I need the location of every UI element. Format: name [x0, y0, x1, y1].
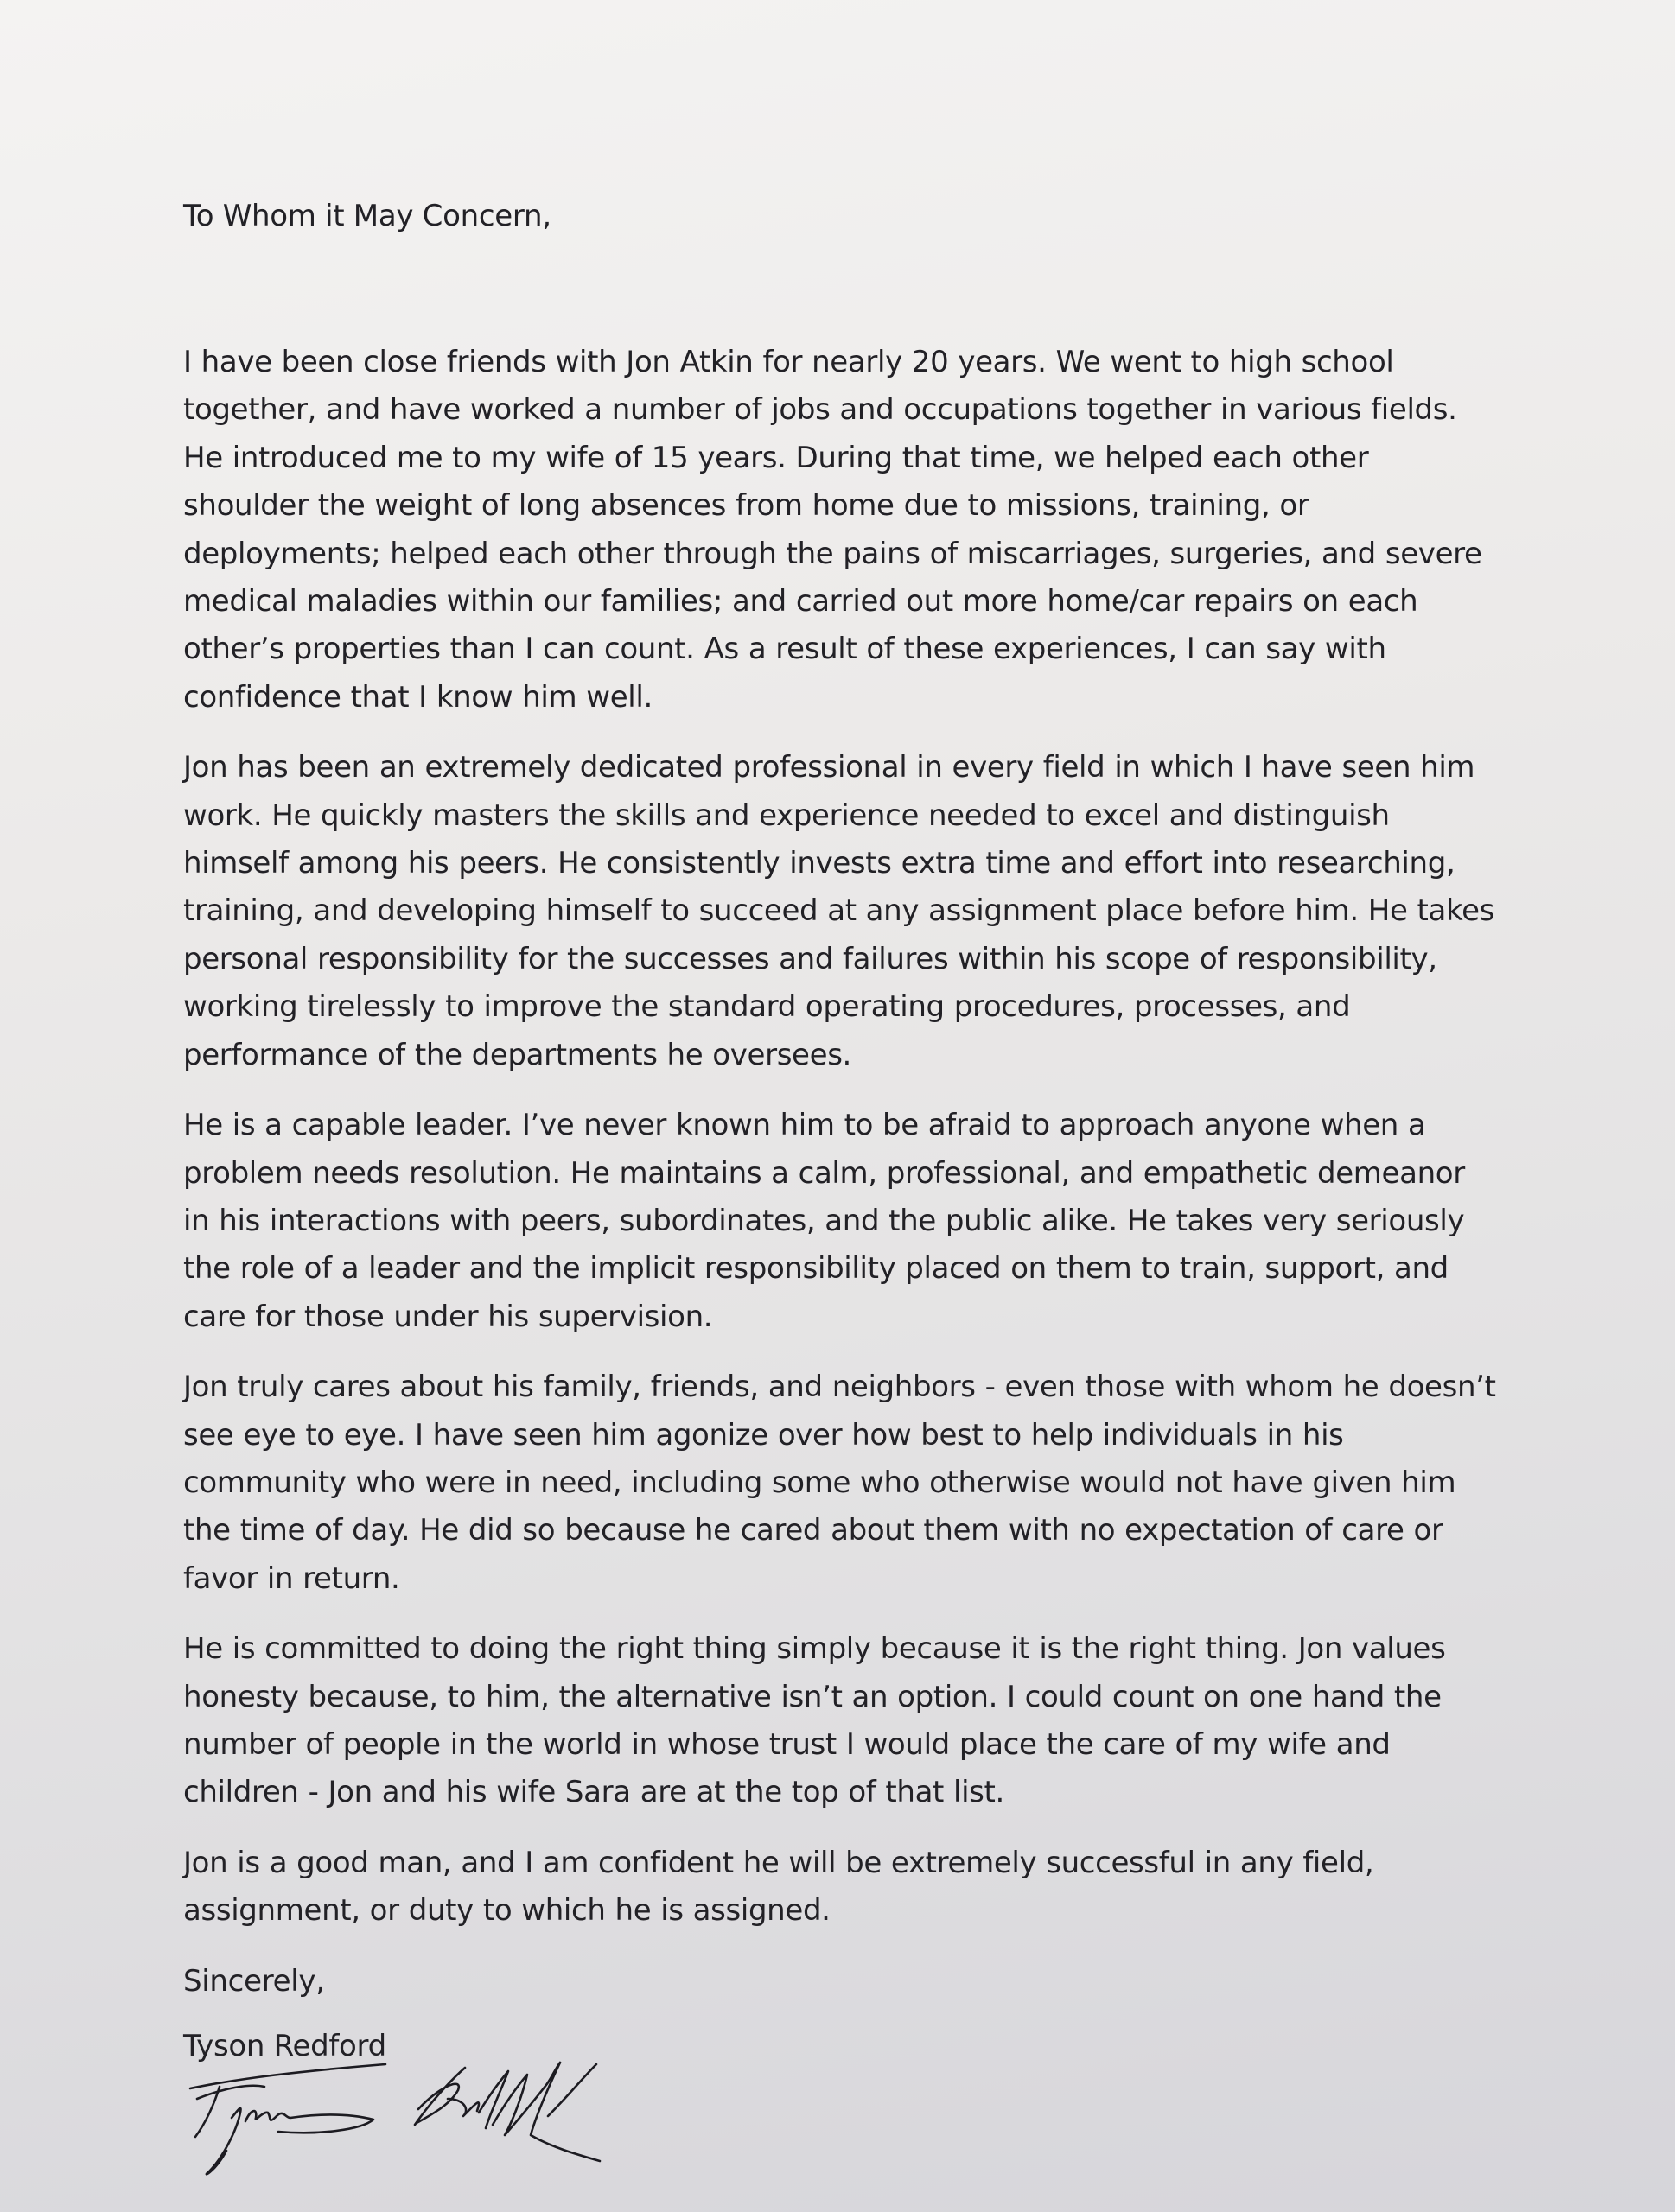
paragraph-community: Jon truly cares about his family, friends, and neighbors - even those with whom he doesn’t see eye to eye. I have seen him agonize over how best to help individuals in his community who were in need, including some who otherwise would not have given him the time of day. He did so because he cared about them with no expectation of care or favor in return. — [183, 1370, 1496, 1596]
paragraph-professionalism: Jon has been an extremely dedicated professional in every field in which I have seen him work. He quickly masters the skills and experience needed to excel and distinguish himself among his peers. He consistently invests extra time and effort into researching, training, and developing himself to succeed at any assignment place before him. He takes personal responsibility for the successes and failures within his scope of responsibility, working tirelessly to improve the standard operating procedures, processes, and performance of the departments he oversees. — [183, 750, 1495, 1072]
paragraph-leadership: He is a capable leader. I’ve never known him to be afraid to approach anyone when a problem needs resolution. He maintains a calm, professional, and empathetic demeanor in his interactions with peers, subordinates, and the public alike. He takes very seriously the role of a leader and the implicit responsibility placed on them to train, support, and care for those under his supervision. — [183, 1108, 1465, 1334]
paragraph-friendship: I have been close friends with Jon Atkin for nearly 20 years. We went to high school together, and have worked a number of jobs and occupations together in various fields. He introduced me to my wife of 15 years. During that time, we helped each other shoulder the weight of long absences from home due to missions, training, or deployments; helped each other through the pains of miscarriages, surgeries, and severe medical maladies within our families; and carried out more home/car repairs on each other’s properties than I can count. As a result of these experiences, I can say with confidence that I know him well. — [183, 345, 1482, 715]
paragraph-conclusion: Jon is a good man, and I am confident he will be extremely successful in any field, assignment, or duty to which he is assigned. — [183, 1845, 1374, 1929]
sender-name: Tyson Redford — [183, 2028, 386, 2063]
letter — [183, 192, 1497, 2190]
salutation: To Whom it May Concern, — [183, 199, 551, 233]
handwritten-signature — [188, 2061, 655, 2190]
paragraph-integrity: He is committed to doing the right thing simply because it is the right thing. Jon values honesty because, to him, the alternative isn’t an option. I could count on one hand the number of people in the world in whose trust I would place the care of my wife and children - Jon and his wife Sara are at the top of that list. — [183, 1631, 1446, 1810]
closing: Sincerely, — [183, 1963, 325, 1999]
letter-body — [183, 339, 1497, 1936]
